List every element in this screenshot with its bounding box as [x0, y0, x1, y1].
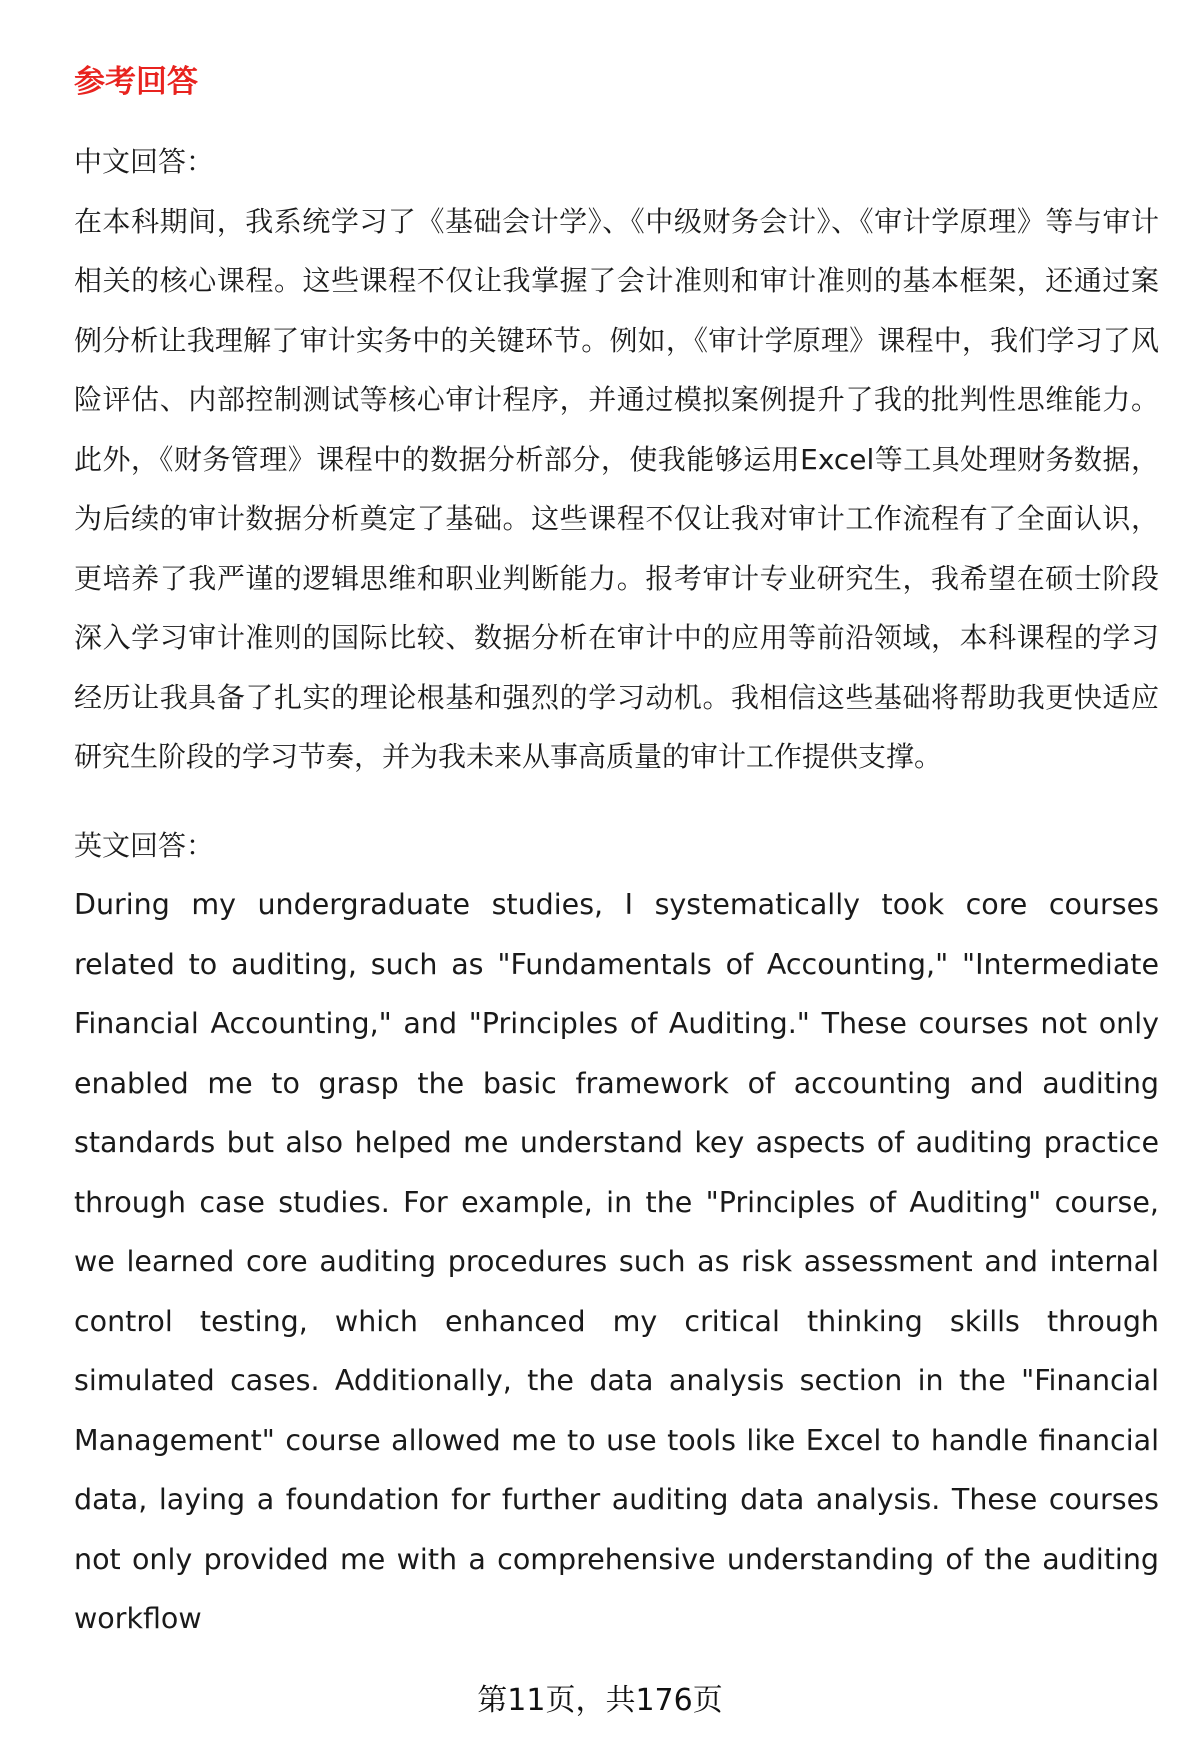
- chinese-answer-label: 中文回答：: [74, 145, 215, 178]
- english-answer-label: 英文回答：: [74, 828, 215, 862]
- english-answer-paragraph: During my undergraduate studies, I systematically took core courses related to auditing, such as "Fundamentals of Accounting," "Intermediate Financial Accounting," and "Principles of Auditing." These courses not only enabled me to grasp the basic framework of accounting and auditing standards but also helped me understand key aspects of auditing practice through case studies. For example, in the "Principles of Auditing" course, we learned core auditing procedures such as risk assessment and internal control testing, which enhanced my critical thinking skills through simulated cases. Additionally, the data analysis section in the "Financial Management" course allowed me to use tools like Excel to handle financial data, laying a foundation for further auditing data analysis. These courses not only provided me with a comprehensive understanding of the auditing workflow: [74, 888, 1159, 1635]
- answer-body: [74, 132, 1159, 1649]
- section-spacer: [74, 787, 1159, 816]
- section-heading: 参考回答: [74, 64, 198, 100]
- chinese-answer-paragraph: 在本科期间，我系统学习了《基础会计学》、《中级财务会计》、《审计学原理》等与审计相关的核心课程。这些课程不仅让我掌握了会计准则和审计准则的基本框架，还通过案例分析让我理解了审计实务中的关键环节。例如，《审计学原理》课程中，我们学习了风险评估、内部控制测试等核心审计程序，并通过模拟案例提升了我的批判性思维能力。此外，《财务管理》课程中的数据分析部分，使我能够运用Excel等工具处理财务数据，为后续的审计数据分析奠定了基础。这些课程不仅让我对审计工作流程有了全面认识，更培养了我严谨的逻辑思维和职业判断能力。报考审计专业研究生，我希望在硕士阶段深入学习审计准则的国际比较、数据分析在审计中的应用等前沿领域，本科课程的学习经历让我具备了扎实的理论根基和强烈的学习动机。我相信这些基础将帮助我更快适应研究生阶段的学习节奏，并为我未来从事高质量的审计工作提供支撑。: [74, 204, 1159, 773]
- page-number-footer: 第11页，共176页: [477, 1683, 723, 1718]
